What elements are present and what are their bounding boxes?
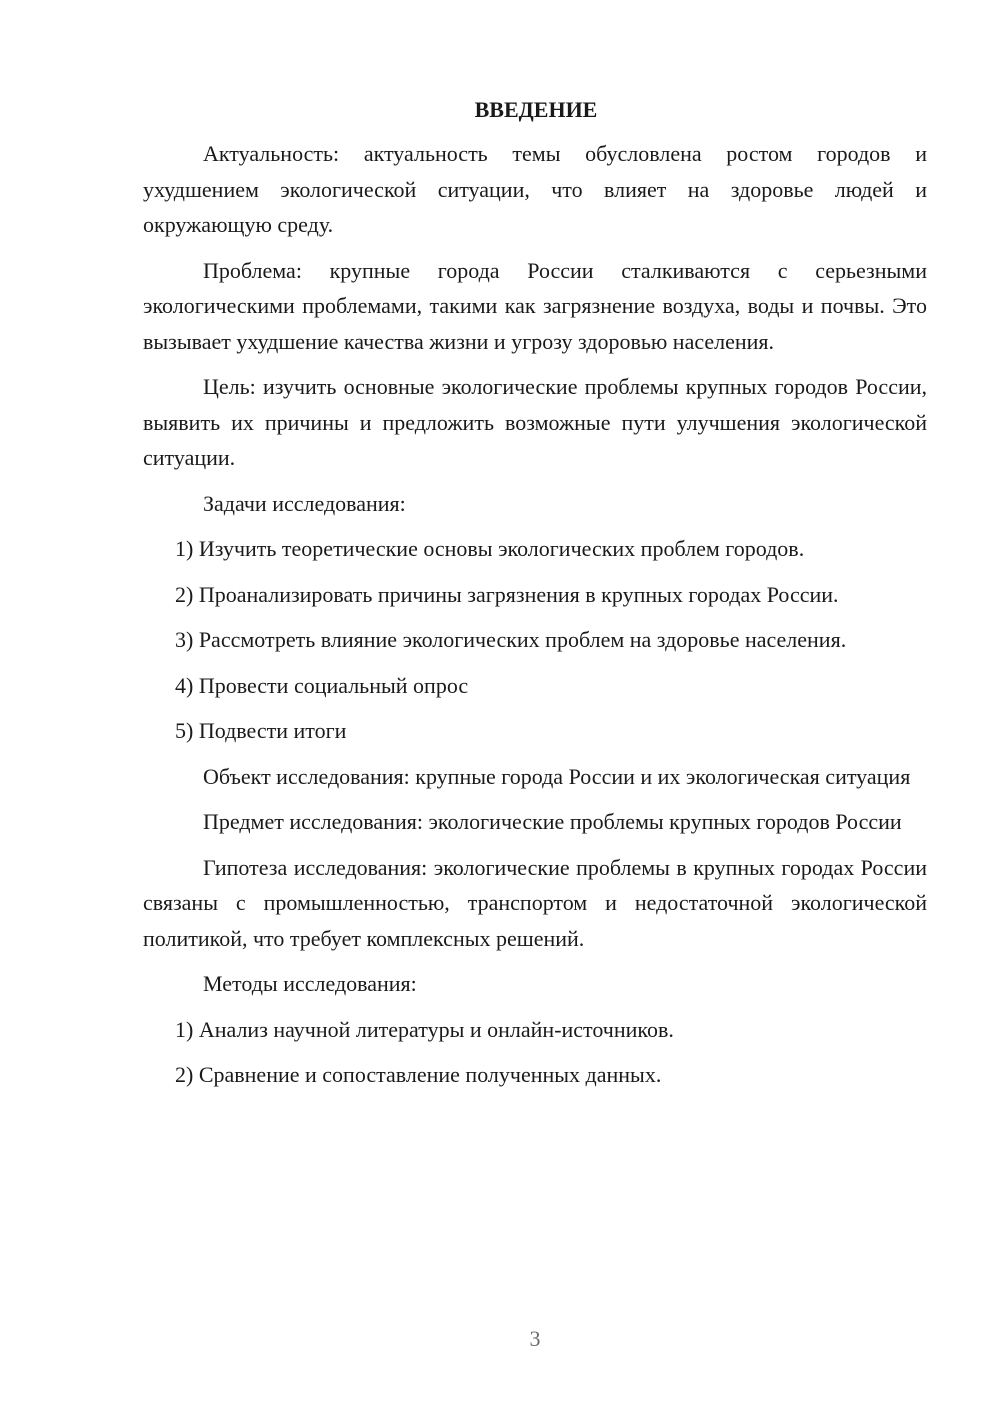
task-item: 3) Рассмотреть влияние экологических проблем на здоровье населения. xyxy=(175,627,847,652)
page-heading: ВВЕДЕНИЕ xyxy=(474,97,598,122)
task-item: 1) Изучить теоретические основы экологических проблем городов. xyxy=(175,536,805,561)
task-item: 5) Подвести итоги xyxy=(175,718,347,743)
goal-paragraph: Цель: изучить основные экологические проблемы крупных городов России, выявить их причины и предложить возможные пути улучшения экологической ситуации. xyxy=(143,374,927,470)
document-page xyxy=(143,94,927,1093)
page-number: 3 xyxy=(529,1326,541,1351)
task-item: 2) Проанализировать причины загрязнения в крупных городах России. xyxy=(175,581,839,607)
task-item: 4) Провести социальный опрос xyxy=(175,672,469,698)
hypothesis-paragraph: Гипотеза исследования: экологические проблемы в крупных городах России связаны с промышленностью, транспортом и недостаточной экологической политикой, что требует комплексных решений. xyxy=(143,854,927,951)
subject-paragraph: Предмет исследования: экологические проблемы крупных городов России xyxy=(203,809,902,834)
tasks-title: Задачи исследования: xyxy=(203,490,406,516)
problem-paragraph: Проблема: крупные города России сталкиваются с серьезными экологическими проблемами, такими как загрязнение воздуха, воды и почвы. Это вызывает ухудшение качества жизни и угрозу здоровью населения. xyxy=(143,257,927,354)
methods-title: Методы исследования: xyxy=(203,971,417,996)
relevance-paragraph: Актуальность: актуальность темы обусловлена ростом городов и ухудшением экологической ситуации, что влияет на здоровье людей и окружающую среду. xyxy=(143,141,927,237)
method-item: 1) Анализ научной литературы и онлайн-источников. xyxy=(175,1016,674,1042)
object-paragraph: Объект исследования: крупные города России и их экологическая ситуация xyxy=(203,763,911,789)
method-item: 2) Сравнение и сопоставление полученных данных. xyxy=(175,1062,662,1087)
